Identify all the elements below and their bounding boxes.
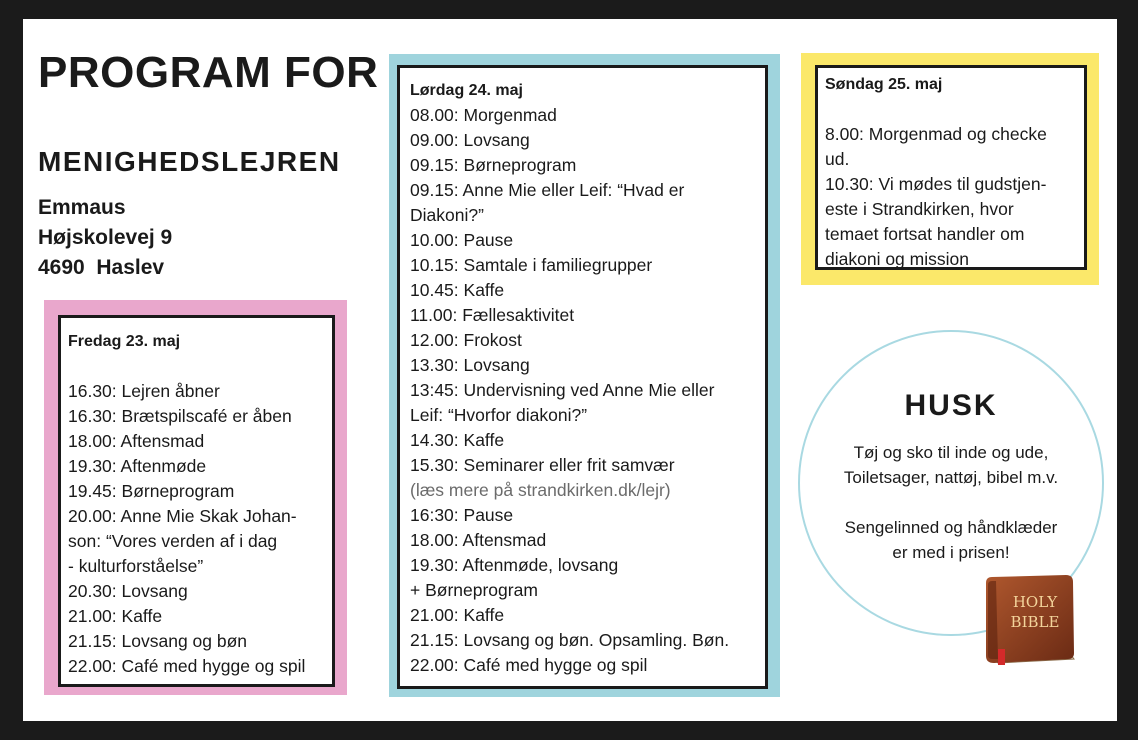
husk-line: Toiletsager, nattøj, bibel m.v. [843, 468, 1059, 487]
friday-schedule-item: 21.00: Kaffe [68, 606, 163, 626]
friday-schedule-item: 19.45: Børneprogram [68, 481, 235, 501]
husk-title: HUSK [904, 389, 998, 422]
saturday-schedule-item: 10.00: Pause [410, 230, 514, 250]
page-title: PROGRAM FOR [38, 48, 379, 97]
friday-list [68, 379, 332, 679]
husk-line: er med i prisen! [892, 543, 1010, 562]
friday-schedule-item: 20.30: Lovsang [68, 581, 188, 601]
friday-schedule-item: son: “Vores verden af i dag [68, 531, 278, 551]
bible-book-icon [978, 573, 1080, 669]
friday-schedule-item: - kulturforståelse” [68, 556, 204, 576]
friday-schedule-item: 22.00: Café med hygge og spil [68, 656, 306, 676]
friday-schedule-item: 16.30: Lejren åbner [68, 381, 220, 401]
saturday-schedule-item: 13.30: Lovsang [410, 355, 530, 375]
saturday-schedule [397, 65, 768, 689]
saturday-schedule-item: 22.00: Café med hygge og spil [410, 655, 648, 675]
saturday-list [410, 103, 765, 478]
sunday-schedule-item: ud. [825, 149, 850, 169]
friday-day-heading: Fredag 23. maj [68, 333, 181, 350]
address-line-city: 4690 Haslev [38, 256, 165, 279]
address-block [38, 193, 172, 283]
friday-schedule [58, 315, 335, 687]
sunday-schedule-item: diakoni og mission [825, 249, 969, 269]
saturday-day-heading: Lørdag 24. maj [410, 82, 523, 99]
saturday-schedule-item: + Børneprogram [410, 580, 538, 600]
friday-schedule-item: 20.00: Anne Mie Skak Johan- [68, 506, 297, 526]
sunday-schedule-item: temaet fortsat handler om [825, 224, 1025, 244]
sunday-day-heading: Søndag 25. maj [825, 76, 943, 93]
bible-title-line-1: HOLY [1012, 593, 1058, 611]
saturday-schedule-item: 13:45: Undervisning ved Anne Mie eller [410, 380, 715, 400]
friday-schedule-item: 18.00: Aftensmad [68, 431, 205, 451]
friday-schedule-item: 21.15: Lovsang og bøn [68, 631, 248, 651]
page-subtitle: MENIGHEDSLEJREN [38, 146, 341, 177]
saturday-schedule-item: 16:30: Pause [410, 505, 514, 525]
saturday-schedule-item: 09.15: Anne Mie eller Leif: “Hvad er [410, 180, 685, 200]
husk-text [800, 440, 1102, 565]
address-line-venue: Emmaus [38, 196, 126, 219]
saturday-schedule-item: 11.00: Fællesaktivitet [410, 305, 575, 325]
saturday-schedule-item: Diakoni?” [410, 205, 484, 225]
saturday-schedule-item: 21.15: Lovsang og bøn. Opsamling. Bøn. [410, 630, 730, 650]
spacer [800, 490, 1102, 515]
spacer [825, 97, 1084, 122]
saturday-schedule-item: 21.00: Kaffe [410, 605, 505, 625]
sunday-schedule-item: 10.30: Vi mødes til gudstjen- [825, 174, 1047, 194]
saturday-schedule-item: 09.15: Børneprogram [410, 155, 577, 175]
saturday-schedule-item: 12.00: Frokost [410, 330, 522, 350]
sunday-list [825, 122, 1084, 272]
sunday-schedule-item: 8.00: Morgenmad og checke [825, 124, 1047, 144]
saturday-seminar-note: (læs mere på strandkirken.dk/lejr) [410, 480, 671, 500]
friday-schedule-item: 19.30: Aftenmøde [68, 456, 207, 476]
saturday-schedule-item: 09.00: Lovsang [410, 130, 530, 150]
saturday-schedule-item: 08.00: Morgenmad [410, 105, 557, 125]
bible-title-line-2: BIBLE [1010, 613, 1060, 631]
saturday-schedule-item: 18.00: Aftensmad [410, 530, 547, 550]
saturday-schedule-item: 19.30: Aftenmøde, lovsang [410, 555, 619, 575]
sunday-schedule [815, 65, 1087, 270]
saturday-schedule-item: 10.45: Kaffe [410, 280, 505, 300]
husk-line: Sengelinned og håndklæder [844, 518, 1058, 537]
husk-line: Tøj og sko til inde og ude, [853, 443, 1049, 462]
saturday-schedule-item: 14.30: Kaffe [410, 430, 505, 450]
spacer [68, 354, 332, 379]
sunday-schedule-item: este i Strandkirken, hvor [825, 199, 1014, 219]
friday-schedule-item: 16.30: Brætspilscafé er åben [68, 406, 292, 426]
saturday-schedule-item: 10.15: Samtale i familiegrupper [410, 255, 653, 275]
saturday-schedule-item: 15.30: Seminarer eller frit samvær [410, 455, 675, 475]
saturday-list-evening [410, 503, 765, 678]
address-line-street: Højskolevej 9 [38, 226, 173, 249]
saturday-schedule-item: Leif: “Hvorfor diakoni?” [410, 405, 588, 425]
